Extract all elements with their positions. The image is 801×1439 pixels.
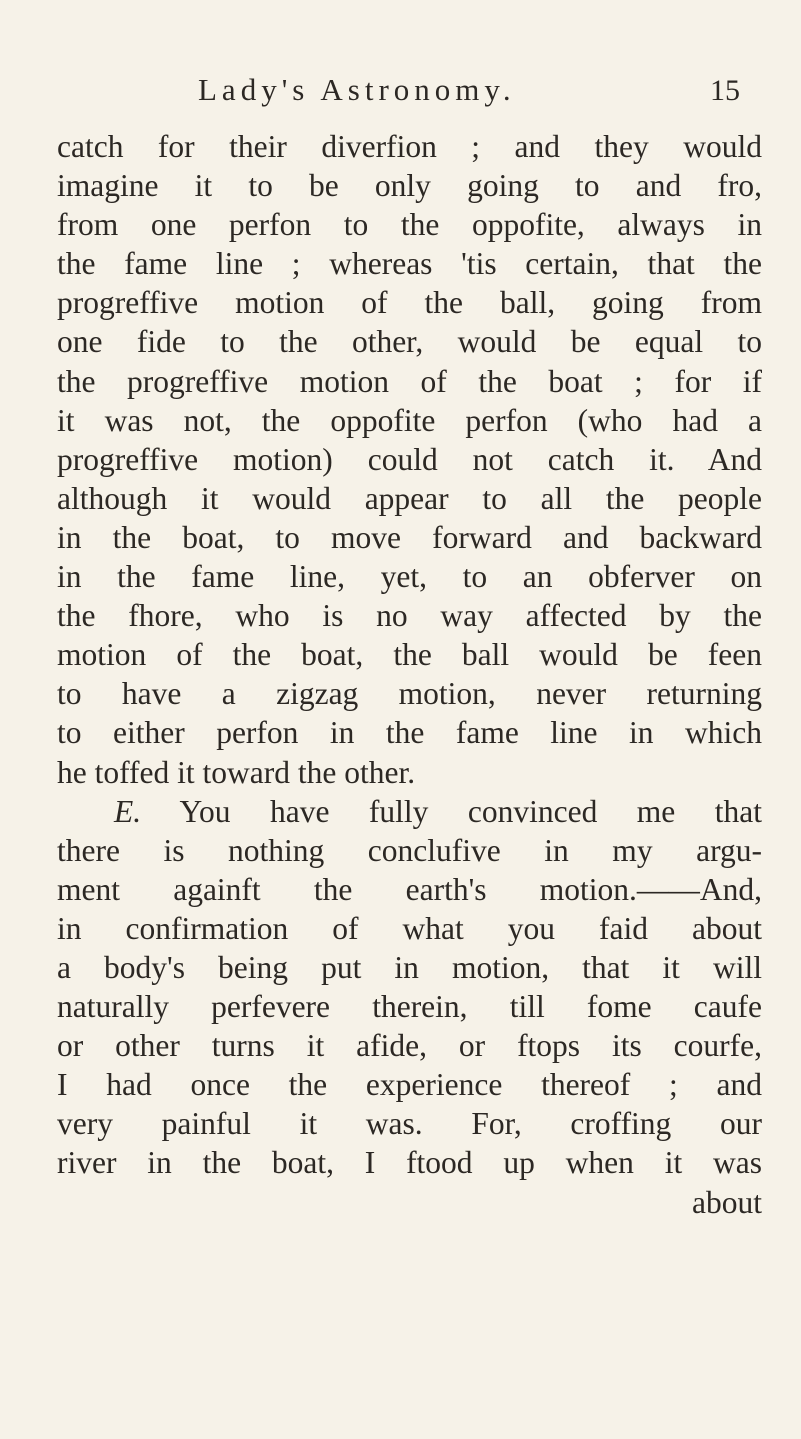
text-line: from one perfon to the oppofite, always in — [57, 207, 762, 243]
text-line: a body's being put in motion, that it will — [57, 949, 762, 985]
body-text — [57, 127, 762, 1222]
text-line: progreffive motion of the ball, going from — [57, 285, 762, 321]
catchword: about — [692, 1184, 762, 1220]
text-line: to have a zigzag motion, never returning — [57, 676, 762, 712]
text-line: naturally perfevere therein, till fome caufe — [57, 989, 762, 1025]
text-line: ment againft the earth's motion.——And, — [57, 871, 762, 907]
text-line: it was not, the oppofite perfon (who had a — [57, 402, 762, 438]
running-head: Lady's Astronomy. — [198, 72, 516, 107]
text-line: or other turns it afide, or ftops its courfe, — [57, 1028, 762, 1064]
text-line: to either perfon in the fame line in which — [57, 715, 762, 751]
text-line: very painful it was. For, croffing our — [57, 1106, 762, 1142]
page-number: 15 — [710, 74, 740, 107]
paragraph-first-line-text: You have fully convinced me that — [179, 793, 762, 829]
page-header — [198, 72, 758, 112]
paragraph-first-line — [57, 792, 762, 831]
text-line: the fame line ; whereas 'tis certain, that the — [57, 246, 762, 282]
text-line: in the boat, to move forward and backward — [57, 519, 762, 555]
text-line: progreffive motion) could not catch it. And — [57, 441, 762, 477]
text-line: the fhore, who is no way affected by the — [57, 598, 762, 634]
text-line: I had once the experience thereof ; and — [57, 1067, 762, 1103]
text-line: in the fame line, yet, to an obferver on — [57, 559, 762, 595]
text-line: there is nothing conclufive in my argu- — [57, 832, 762, 868]
text-line: although it would appear to all the people — [57, 480, 762, 516]
text-line: catch for their diverfion ; and they would — [57, 129, 762, 164]
text-line: motion of the boat, the ball would be feen — [57, 637, 762, 673]
speaker-label: E. — [114, 793, 142, 829]
text-line: river in the boat, I ftood up when it was — [57, 1145, 762, 1181]
text-line: in confirmation of what you faid about — [57, 910, 762, 946]
text-line: he toffed it toward the other. — [57, 754, 416, 790]
text-line: imagine it to be only going to and fro, — [57, 168, 762, 204]
text-line: the progreffive motion of the boat ; for if — [57, 363, 762, 399]
text-line: one fide to the other, would be equal to — [57, 324, 762, 360]
